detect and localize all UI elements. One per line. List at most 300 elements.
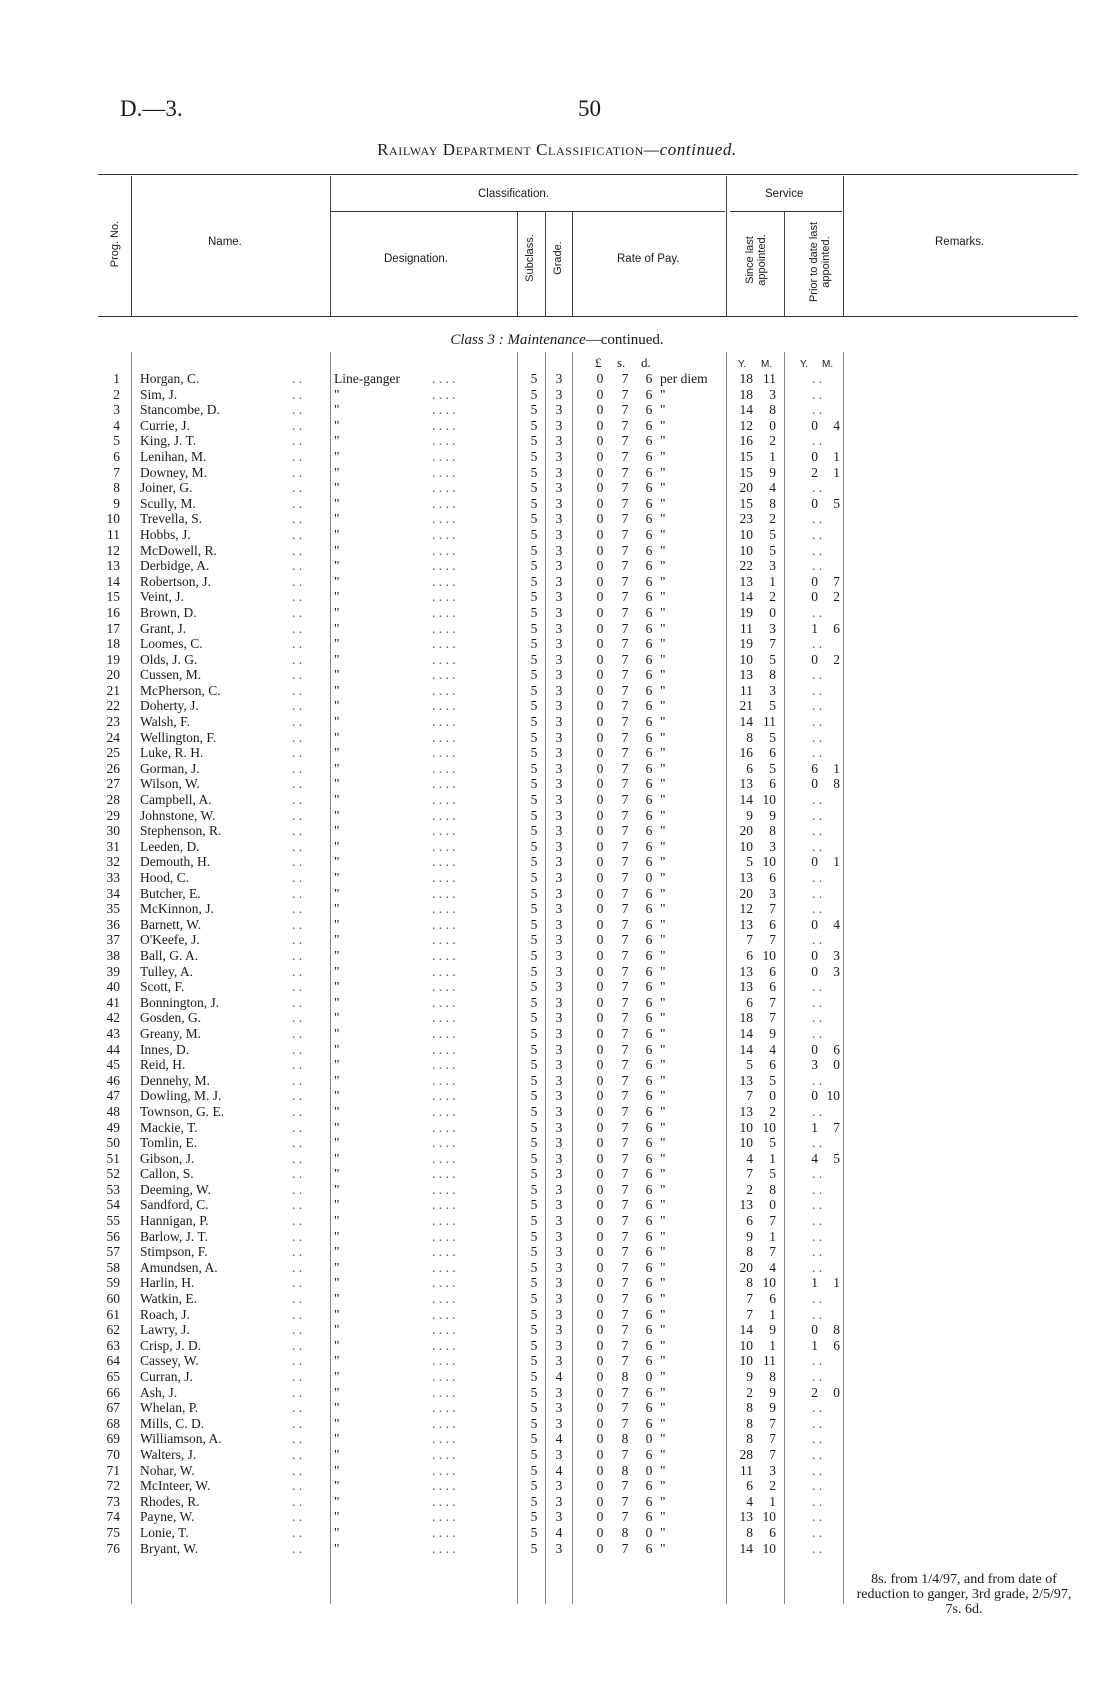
subclass-cell: 5	[530, 1509, 538, 1525]
name-cell: Scully, M.	[140, 495, 196, 511]
grade-cell: 3	[555, 1072, 563, 1088]
subclass-cell: 5	[530, 760, 538, 776]
since-years-cell: 4	[746, 1150, 753, 1166]
designation-cell: "	[334, 402, 340, 418]
name-cell: Barlow, J. T.	[140, 1228, 208, 1244]
prog-no-cell: 68	[106, 1415, 120, 1431]
name-cell: Greany, M.	[140, 1025, 201, 1041]
pay-shillings-cell: 7	[621, 1446, 629, 1462]
leader-dots: . . . .	[432, 1213, 456, 1229]
pay-period-cell: "	[660, 901, 666, 917]
pay-shillings-cell: 7	[621, 371, 629, 386]
since-years-cell: 21	[739, 698, 753, 714]
leader-dots: . . . .	[432, 1540, 456, 1556]
empty-prior-dots: . .	[812, 994, 823, 1010]
pay-pence-cell: 6	[645, 667, 653, 683]
header-divider	[517, 211, 518, 316]
name-cell: Deeming, W.	[140, 1181, 211, 1197]
leader-dots: . .	[292, 526, 303, 542]
since-months-cell: 7	[769, 1244, 776, 1260]
pay-period-cell: "	[660, 1197, 666, 1213]
table-row	[0, 1525, 1114, 1541]
name-cell: Wellington, F.	[140, 729, 217, 745]
prior-years-cell: 0	[811, 573, 818, 589]
leader-dots: . .	[292, 698, 303, 714]
leader-dots: . . . .	[432, 776, 456, 792]
grade-cell: 3	[555, 1213, 563, 1229]
pay-pounds-cell: 0	[596, 1057, 604, 1073]
pay-pence-cell: 6	[645, 651, 653, 667]
since-months-cell: 7	[769, 901, 776, 917]
designation-cell: "	[334, 1400, 340, 1416]
prog-no-cell: 55	[106, 1213, 120, 1229]
table-row	[0, 1213, 1114, 1229]
pay-period-cell: "	[660, 1322, 666, 1338]
grade-cell: 4	[555, 1462, 563, 1478]
leader-dots: . .	[292, 979, 303, 995]
designation-cell: "	[334, 1119, 340, 1135]
table-row	[0, 1151, 1114, 1167]
subclass-cell: 5	[530, 932, 538, 948]
pay-pounds-cell: 0	[596, 901, 604, 917]
grade-cell: 3	[555, 823, 563, 839]
grade-cell: 3	[555, 480, 563, 496]
since-years-cell: 9	[746, 1369, 753, 1384]
pay-period-cell: "	[660, 480, 666, 496]
pay-shillings-cell: 7	[621, 1244, 629, 1260]
table-row	[0, 698, 1114, 714]
pay-pence-cell: 6	[645, 542, 653, 558]
pay-period-cell: "	[660, 604, 666, 620]
pay-period-cell: "	[660, 932, 666, 948]
leader-dots: . .	[292, 558, 303, 574]
since-years-cell: 15	[739, 495, 753, 511]
empty-prior-dots: . .	[812, 433, 823, 449]
name-cell: Derbidge, A.	[140, 558, 210, 574]
subclass-cell: 5	[530, 698, 538, 714]
prior-years-cell: 0	[811, 417, 818, 433]
since-months-cell: 4	[769, 1259, 776, 1275]
prior-months-cell: 7	[833, 573, 840, 589]
prog-no-cell: 54	[106, 1197, 120, 1213]
name-cell: Grant, J.	[140, 620, 187, 636]
pay-shillings-cell: 7	[621, 1150, 629, 1166]
grade-cell: 3	[555, 371, 563, 386]
since-months-cell: 9	[769, 1384, 776, 1400]
table-row	[0, 1026, 1114, 1042]
pay-period-cell: "	[660, 776, 666, 792]
leader-dots: . . . .	[432, 1509, 456, 1525]
prior-months-cell: 1	[833, 1275, 840, 1291]
pay-shillings-cell: 8	[621, 1369, 629, 1384]
name-cell: Sim, J.	[140, 386, 178, 402]
remark-row-76: 8s. from 1/4/97, and from date of reduction to ganger, 3rd grade, 2/5/97, 7s. 6d.	[856, 1572, 1072, 1617]
designation-cell: "	[334, 511, 340, 527]
empty-prior-dots: . .	[812, 698, 823, 714]
name-cell: Bonnington, J.	[140, 994, 220, 1010]
prog-no-cell: 39	[106, 963, 120, 979]
leader-dots: . . . .	[432, 371, 456, 386]
pay-pounds-cell: 0	[596, 1509, 604, 1525]
designation-header: Designation.	[384, 253, 448, 265]
leader-dots: . . . .	[432, 1524, 456, 1540]
leader-dots: . . . .	[432, 495, 456, 511]
since-months-cell: 9	[769, 1025, 776, 1041]
pay-pounds-cell: 0	[596, 1462, 604, 1478]
subclass-cell: 5	[530, 589, 538, 605]
prog-no-cell: 53	[106, 1181, 120, 1197]
designation-cell: "	[334, 1291, 340, 1307]
since-months-cell: 0	[769, 604, 776, 620]
pay-shillings-cell: 7	[621, 1041, 629, 1057]
classification-rule	[330, 211, 725, 212]
empty-prior-dots: . .	[812, 1306, 823, 1322]
since-months-cell: 5	[769, 698, 776, 714]
empty-prior-dots: . .	[812, 932, 823, 948]
designation-cell: "	[334, 636, 340, 652]
prior-years-cell: 0	[811, 1088, 818, 1104]
leader-dots: . .	[292, 417, 303, 433]
leader-dots: . .	[292, 776, 303, 792]
prog-no-cell: 2	[113, 386, 120, 402]
pay-shillings-cell: 7	[621, 651, 629, 667]
prog-no-cell: 22	[106, 698, 120, 714]
grade-cell: 3	[555, 464, 563, 480]
name-cell: Williamson, A.	[140, 1431, 222, 1447]
pay-pounds-cell: 0	[596, 573, 604, 589]
name-cell: Lonie, T.	[140, 1524, 189, 1540]
since-months-cell: 8	[769, 1369, 776, 1384]
leader-dots: . .	[292, 1228, 303, 1244]
class-name: Maintenance	[507, 332, 586, 348]
since-months-cell: 7	[769, 1010, 776, 1026]
prog-no-cell: 64	[106, 1353, 120, 1369]
pay-pence-cell: 6	[645, 1166, 653, 1182]
grade-header: Grade.	[552, 241, 564, 275]
designation-cell: "	[334, 433, 340, 449]
grade-cell: 3	[555, 1150, 563, 1166]
grade-cell: 3	[555, 1540, 563, 1556]
since-months-cell: 6	[769, 745, 776, 761]
since-years-cell: 8	[746, 1400, 753, 1416]
pay-pounds-cell: 0	[596, 1010, 604, 1026]
grade-cell: 3	[555, 1353, 563, 1369]
prog-no-cell: 15	[106, 589, 120, 605]
pay-pence-cell: 6	[645, 1103, 653, 1119]
table-row	[0, 683, 1114, 699]
pay-period-cell: "	[660, 1010, 666, 1026]
designation-cell: "	[334, 1057, 340, 1073]
designation-cell: "	[334, 745, 340, 761]
prog-no-cell: 69	[106, 1431, 120, 1447]
grade-cell: 3	[555, 963, 563, 979]
since-months-cell: 2	[769, 589, 776, 605]
prog-no-cell: 73	[106, 1493, 120, 1509]
subclass-cell: 5	[530, 1228, 538, 1244]
designation-cell: "	[334, 589, 340, 605]
empty-prior-dots: . .	[812, 1493, 823, 1509]
since-months-cell: 7	[769, 1431, 776, 1447]
empty-prior-dots: . .	[812, 1103, 823, 1119]
classification-header: Classification.	[478, 188, 549, 200]
subclass-cell: 5	[530, 1478, 538, 1494]
name-cell: Downey, M.	[140, 464, 207, 480]
pay-pence-cell: 6	[645, 1415, 653, 1431]
name-cell: Whelan, P.	[140, 1400, 199, 1416]
designation-cell: "	[334, 620, 340, 636]
grade-cell: 3	[555, 994, 563, 1010]
designation-cell: "	[334, 682, 340, 698]
since-months-cell: 10	[762, 1275, 776, 1291]
leader-dots: . .	[292, 1166, 303, 1182]
pay-pence-cell: 6	[645, 448, 653, 464]
name-cell: Lenihan, M.	[140, 448, 207, 464]
since-months-cell: 5	[769, 1166, 776, 1182]
pay-period-cell: per diem	[660, 371, 708, 386]
leader-dots: . .	[292, 386, 303, 402]
since-months-cell: 6	[769, 870, 776, 885]
pay-period-cell: "	[660, 1072, 666, 1088]
designation-cell: "	[334, 1135, 340, 1151]
pay-shillings-cell: 7	[621, 1010, 629, 1026]
since-years-cell: 18	[739, 371, 753, 386]
table-row	[0, 465, 1114, 481]
pay-pence-cell: 6	[645, 823, 653, 839]
empty-prior-dots: . .	[812, 480, 823, 496]
empty-prior-dots: . .	[812, 1400, 823, 1416]
empty-prior-dots: . .	[812, 1431, 823, 1447]
since-months-cell: 9	[769, 1322, 776, 1338]
pay-shillings-cell: 7	[621, 1322, 629, 1338]
leader-dots: . .	[292, 1384, 303, 1400]
grade-cell: 3	[555, 1135, 563, 1151]
pay-pounds-cell: 0	[596, 792, 604, 808]
pay-shillings-cell: 7	[621, 386, 629, 402]
pay-period-cell: "	[660, 807, 666, 823]
leader-dots: . . . .	[432, 620, 456, 636]
name-cell: Loomes, C.	[140, 636, 203, 652]
pay-pounds-cell: 0	[596, 1088, 604, 1104]
leader-dots: . . . .	[432, 1337, 456, 1353]
since-years-cell: 15	[739, 464, 753, 480]
pay-shillings-cell: 7	[621, 526, 629, 542]
pay-shillings-cell: 7	[621, 932, 629, 948]
header-bottom-rule	[98, 316, 1078, 317]
prior-months-cell: 3	[833, 963, 840, 979]
pay-pence-cell: 0	[645, 1462, 653, 1478]
pay-pounds-cell: 0	[596, 558, 604, 574]
pay-pounds-cell: 0	[596, 1306, 604, 1322]
name-cell: Cassey, W.	[140, 1353, 199, 1369]
prog-no-cell: 24	[106, 729, 120, 745]
pence-unit: d.	[641, 355, 651, 370]
pay-shillings-cell: 7	[621, 433, 629, 449]
since-years-cell: 6	[746, 994, 753, 1010]
grade-cell: 3	[555, 901, 563, 917]
since-years-cell: 10	[739, 526, 753, 542]
pay-shillings-cell: 7	[621, 901, 629, 917]
leader-dots: . .	[292, 1041, 303, 1057]
name-cell: Olds, J. G.	[140, 651, 198, 667]
since-months-cell: 4	[769, 480, 776, 496]
since-months-cell: 5	[769, 526, 776, 542]
leader-dots: . . . .	[432, 1228, 456, 1244]
pay-pence-cell: 6	[645, 480, 653, 496]
table-row	[0, 917, 1114, 933]
subclass-cell: 5	[530, 1540, 538, 1556]
grade-cell: 3	[555, 1322, 563, 1338]
pay-pounds-cell: 0	[596, 1524, 604, 1540]
since-months-cell: 2	[769, 433, 776, 449]
grade-cell: 3	[555, 979, 563, 995]
empty-prior-dots: . .	[812, 526, 823, 542]
leader-dots: . .	[292, 1431, 303, 1447]
name-cell: Amundsen, A.	[140, 1259, 218, 1275]
subclass-cell: 5	[530, 823, 538, 839]
subclass-cell: 5	[530, 542, 538, 558]
grade-cell: 3	[555, 792, 563, 808]
prog-no-cell: 58	[106, 1259, 120, 1275]
pay-pence-cell: 6	[645, 1446, 653, 1462]
since-months-cell: 7	[769, 932, 776, 948]
pay-period-cell: "	[660, 526, 666, 542]
since-months-cell: 6	[769, 1524, 776, 1540]
prog-no-cell: 6	[113, 448, 120, 464]
prior-years-cell: 2	[811, 464, 818, 480]
subclass-cell: 5	[530, 901, 538, 917]
pay-shillings-cell: 7	[621, 604, 629, 620]
name-cell: Gibson, J.	[140, 1150, 195, 1166]
prog-no-cell: 4	[113, 417, 120, 433]
subclass-cell: 5	[530, 1072, 538, 1088]
pay-pence-cell: 6	[645, 714, 653, 730]
pay-pounds-cell: 0	[596, 1166, 604, 1182]
since-months-cell: 0	[769, 417, 776, 433]
prog-no-cell: 72	[106, 1478, 120, 1494]
prog-no-cell: 3	[113, 402, 120, 418]
pay-pence-cell: 6	[645, 636, 653, 652]
since-years-cell: 10	[739, 1353, 753, 1369]
designation-cell: "	[334, 838, 340, 854]
name-cell: Callon, S.	[140, 1166, 194, 1182]
empty-prior-dots: . .	[812, 823, 823, 839]
designation-cell: "	[334, 667, 340, 683]
since-months-cell: 11	[763, 714, 776, 730]
name-cell: Reid, H.	[140, 1057, 186, 1073]
prog-no-cell: 21	[106, 682, 120, 698]
subclass-cell: 5	[530, 1119, 538, 1135]
prior-years-cell: 0	[811, 776, 818, 792]
subclass-cell: 5	[530, 1181, 538, 1197]
pay-pounds-cell: 0	[596, 1540, 604, 1556]
since-years-cell: 7	[746, 1306, 753, 1322]
empty-prior-dots: . .	[812, 1197, 823, 1213]
leader-dots: . . . .	[432, 963, 456, 979]
table-row	[0, 870, 1114, 886]
leader-dots: . .	[292, 480, 303, 496]
table-row	[0, 1291, 1114, 1307]
prior-years-cell: 0	[811, 495, 818, 511]
empty-prior-dots: . .	[812, 729, 823, 745]
pay-period-cell: "	[660, 1291, 666, 1307]
since-years-cell: 19	[739, 636, 753, 652]
grade-cell: 3	[555, 495, 563, 511]
since-years-cell: 8	[746, 729, 753, 745]
pay-pounds-cell: 0	[596, 667, 604, 683]
grade-cell: 3	[555, 1384, 563, 1400]
leader-dots: . .	[292, 854, 303, 870]
designation-cell: "	[334, 854, 340, 870]
grade-cell: 3	[555, 838, 563, 854]
pay-pence-cell: 6	[645, 1072, 653, 1088]
pay-shillings-cell: 7	[621, 792, 629, 808]
since-months-cell: 10	[762, 854, 776, 870]
subclass-cell: 5	[530, 1384, 538, 1400]
empty-prior-dots: . .	[812, 604, 823, 620]
page-number: 50	[578, 96, 601, 121]
since-months-cell: 1	[769, 1493, 776, 1509]
subclass-cell: 5	[530, 1103, 538, 1119]
table-row	[0, 1120, 1114, 1136]
prog-no-cell: 40	[106, 979, 120, 995]
empty-prior-dots: . .	[812, 838, 823, 854]
grade-cell: 3	[555, 573, 563, 589]
prog-no-cell: 74	[106, 1509, 120, 1525]
leader-dots: . .	[292, 371, 303, 386]
leader-dots: . .	[292, 1135, 303, 1151]
prior-months-cell: 0	[833, 1384, 840, 1400]
designation-cell: "	[334, 994, 340, 1010]
pay-pence-cell: 6	[645, 1057, 653, 1073]
leader-dots: . . . .	[432, 1025, 456, 1041]
leader-dots: . . . .	[432, 651, 456, 667]
since-years-cell: 19	[739, 604, 753, 620]
grade-cell: 3	[555, 1057, 563, 1073]
pay-shillings-cell: 7	[621, 979, 629, 995]
table-row	[0, 886, 1114, 902]
designation-cell: "	[334, 1431, 340, 1447]
since-months-cell: 5	[769, 1072, 776, 1088]
since-months-cell: 3	[769, 386, 776, 402]
pay-period-cell: "	[660, 558, 666, 574]
subclass-cell: 5	[530, 854, 538, 870]
name-cell: Harlin, H.	[140, 1275, 195, 1291]
pay-pence-cell: 6	[645, 1540, 653, 1556]
subclass-cell: 5	[530, 1524, 538, 1540]
since-years-cell: 18	[739, 1010, 753, 1026]
prior-months-cell: 2	[833, 589, 840, 605]
pay-pence-cell: 6	[645, 760, 653, 776]
name-cell: McKinnon, J.	[140, 901, 214, 917]
designation-cell: "	[334, 1353, 340, 1369]
since-months-cell: 5	[769, 1135, 776, 1151]
pay-pounds-cell: 0	[596, 1291, 604, 1307]
since-years-cell: 12	[739, 417, 753, 433]
since-years-cell: 12	[739, 901, 753, 917]
since-years-cell: 6	[746, 1213, 753, 1229]
prior-months-cell: 1	[833, 464, 840, 480]
pay-pence-cell: 6	[645, 1275, 653, 1291]
prog-no-cell: 62	[106, 1322, 120, 1338]
pay-period-cell: "	[660, 854, 666, 870]
since-years-cell: 9	[746, 807, 753, 823]
leader-dots: . . . .	[432, 1478, 456, 1494]
leader-dots: . . . .	[432, 386, 456, 402]
designation-cell: "	[334, 1322, 340, 1338]
pay-pence-cell: 6	[645, 947, 653, 963]
prog-no-cell: 57	[106, 1244, 120, 1260]
pay-pounds-cell: 0	[596, 994, 604, 1010]
